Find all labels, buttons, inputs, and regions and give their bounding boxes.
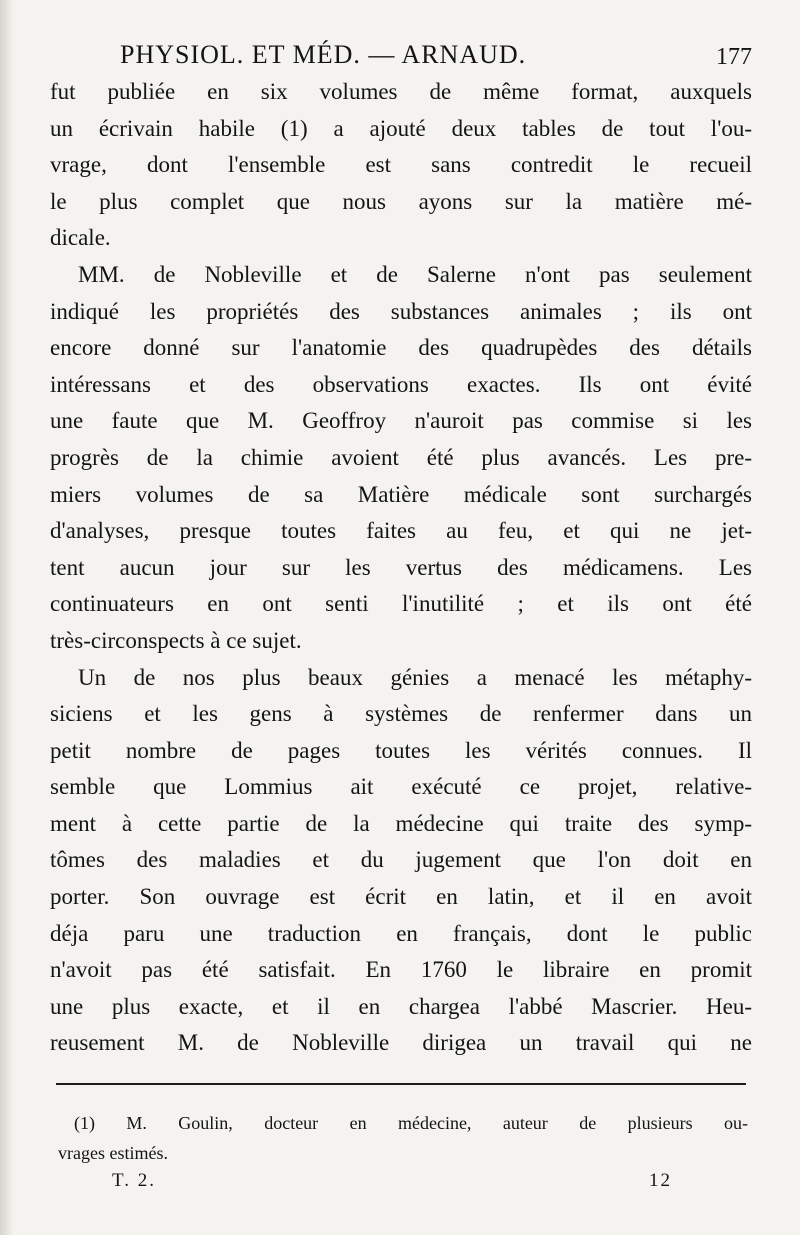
body-text <box>50 74 752 1062</box>
page-gutter-shadow <box>0 0 14 1235</box>
text-line: le plus complet que nous ayons sur la matière mé- <box>50 188 752 214</box>
text-line: petit nombre de pages toutes les vérités connues. Il <box>50 737 752 763</box>
footnote-rule <box>56 1083 746 1085</box>
paragraph-first-line: MM. de Nobleville et de Salerne n'ont pas seulement <box>78 261 752 287</box>
printer-signature <box>112 1170 672 1200</box>
text-line: vrage, dont l'ensemble est sans contredit le recueil <box>50 152 752 178</box>
text-line: intéressans et des observations exactes. Ils ont évité <box>50 371 752 397</box>
text-line: porter. Son ouvrage est écrit en latin, et il en avoit <box>50 884 752 910</box>
footnote <box>58 1108 748 1168</box>
text-line: continuateurs en ont senti l'inutilité ; et ils ont été <box>50 591 752 617</box>
text-line: une faute que M. Geoffroy n'auroit pas commise si les <box>50 408 752 434</box>
text-line: une plus exacte, et il en chargea l'abbé Mascrier. Heu- <box>50 993 752 1019</box>
gathering-mark: 12 <box>649 1170 672 1191</box>
text-line: encore donné sur l'anatomie des quadrupèdes des détails <box>50 335 752 361</box>
volume-mark: T. 2. <box>112 1170 156 1191</box>
text-line: ment à cette partie de la médecine qui traite des symp- <box>50 810 752 836</box>
text-line: d'analyses, presque toutes faites au feu, et qui ne jet- <box>50 518 752 544</box>
text-line: miers volumes de sa Matière médicale sont surchargés <box>50 481 752 507</box>
text-line: progrès de la chimie avoient été plus avancés. Les pre- <box>50 444 752 470</box>
text-line: siciens et les gens à systèmes de renfermer dans un <box>50 701 752 727</box>
text-line: tent aucun jour sur les vertus des médicamens. Les <box>50 554 752 580</box>
page-number: 177 <box>716 44 752 70</box>
text-line: déja paru une traduction en français, dont le public <box>50 920 752 946</box>
text-line: fut publiée en six volumes de même format, auxquels <box>50 79 752 104</box>
footnote-line: (1) M. Goulin, docteur en médecine, auteur de plusieurs ou- <box>74 1113 748 1133</box>
text-line: reusement M. de Nobleville dirigea un travail qui ne <box>50 1030 752 1056</box>
text-line: dicale. <box>50 225 111 251</box>
text-line: semble que Lommius ait exécuté ce projet, relative- <box>50 774 752 800</box>
text-line: indiqué les propriétés des substances animales ; ils ont <box>50 298 752 324</box>
text-line: tômes des maladies et du jugement que l'on doit en <box>50 847 752 873</box>
text-line: n'avoit pas été satisfait. En 1760 le libraire en promit <box>50 957 752 983</box>
footnote-line: vrages estimés. <box>58 1143 168 1163</box>
text-line: un écrivain habile (1) a ajouté deux tables de tout l'ou- <box>50 115 752 141</box>
text-line: très-circonspects à ce sujet. <box>50 627 302 653</box>
paragraph-first-line: Un de nos plus beaux génies a menacé les métaphy- <box>78 664 752 690</box>
running-head: PHYSIOL. ET MÉD. — ARNAUD. <box>120 40 527 69</box>
